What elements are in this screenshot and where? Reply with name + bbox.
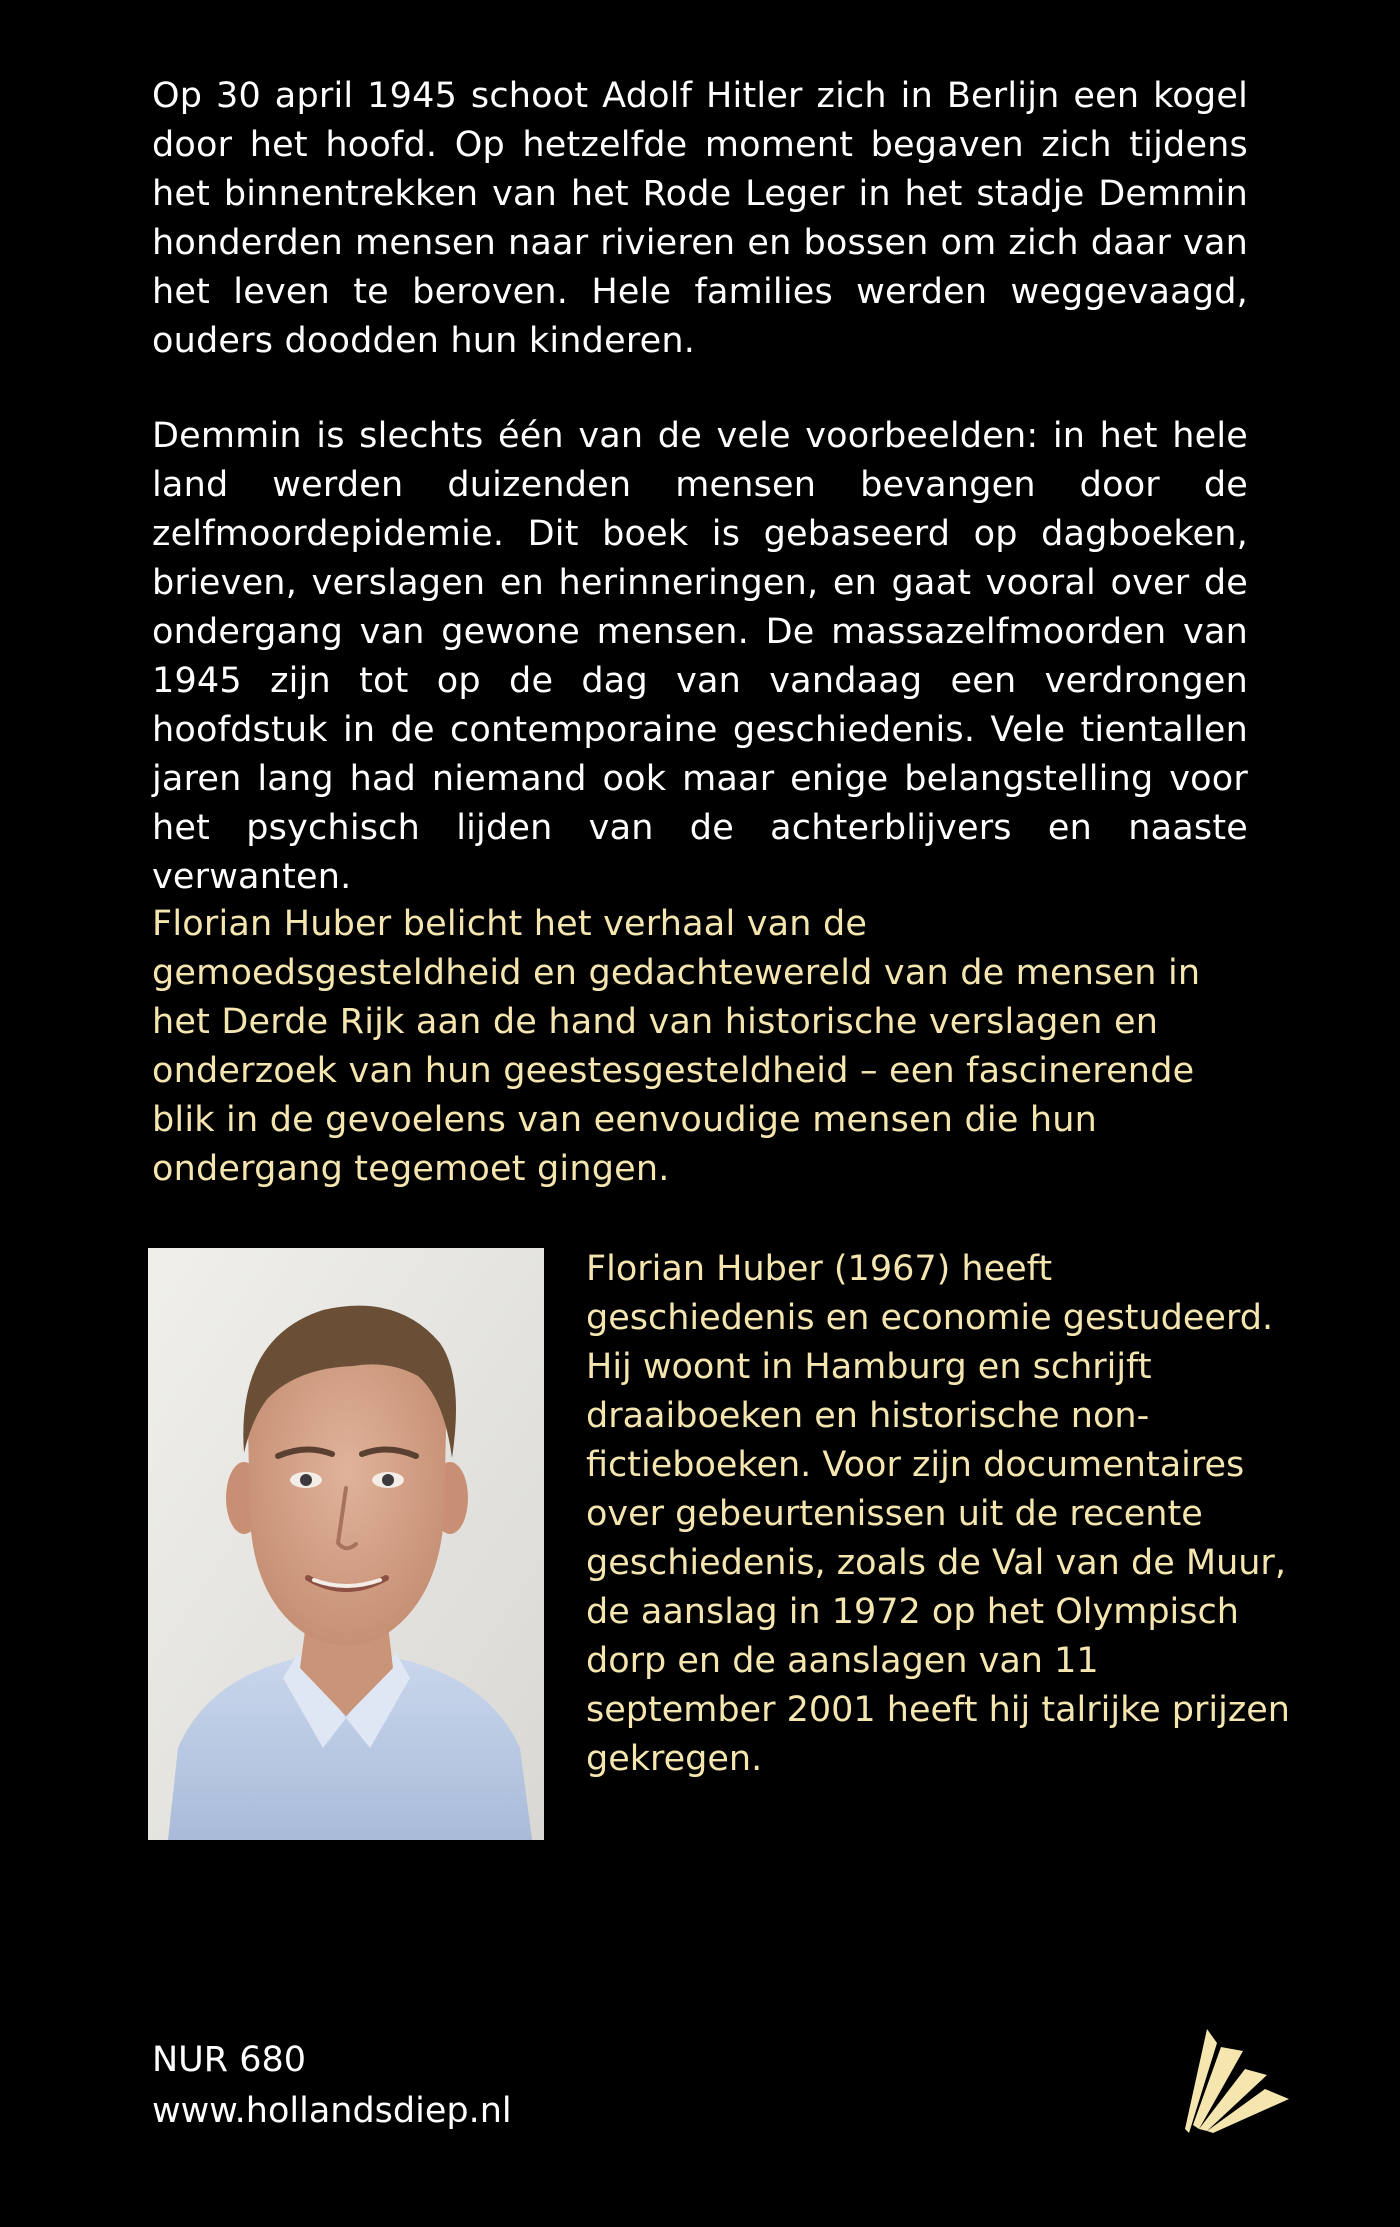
nur-code: NUR 680	[152, 2040, 307, 2080]
author-photo	[148, 1248, 544, 1840]
publisher-logo-icon	[1185, 2025, 1290, 2135]
author-bio: Florian Huber (1967) heeft geschiedenis en economie gestudeerd. Hij woont in Hamburg en schrijft draaiboeken en historische non-fictieboeken. Voor zijn documentaires over gebeurtenissen uit de recente geschiedenis, zoals de Val van de Muur, de aanslag in 1972 op het Olympisch dorp en de aanslagen van 11 september 2001 heeft hij talrijke prijzen gekregen.	[586, 1249, 1290, 1779]
blurb-paragraph-3: Florian Huber belicht het verhaal van de gemoedsgesteldheid en gedachtewereld van de mensen in het Derde Rijk aan de hand van historische verslagen en onderzoek van hun geestesgesteldheid – een fascinerende blik in de gevoelens van eenvoudige mensen die hun ondergang tegemoet gingen.	[152, 904, 1201, 1189]
blurb-paragraph-1: Op 30 april 1945 schoot Adolf Hitler zich in Berlijn een kogel door het hoofd. Op hetzelfde moment begaven zich tijdens het binnentrekken van het Rode Leger in het stadje Demmin honderden mensen naar rivieren en bossen om zich daar van het leven te beroven. Hele families werden weggevaagd, ouders doodden hun kinderen.	[152, 76, 1248, 361]
publisher-website: www.hollandsdiep.nl	[152, 2091, 512, 2131]
blurb-paragraph-2: Demmin is slechts één van de vele voorbeelden: in het hele land werden duizenden mensen bevangen door de zelfmoordepidemie. Dit boek is gebaseerd op dagboeken, brieven, verslagen en herinneringen, en gaat vooral over de ondergang van gewone mensen. De massazelfmoorden van 1945 zijn tot op de dag van vandaag een verdrongen hoofdstuk in de contemporaine geschiedenis. Vele tientallen jaren lang had niemand ook maar enige belangstelling voor het psychisch lijden van de achterblijvers en naaste verwanten.	[152, 416, 1248, 897]
